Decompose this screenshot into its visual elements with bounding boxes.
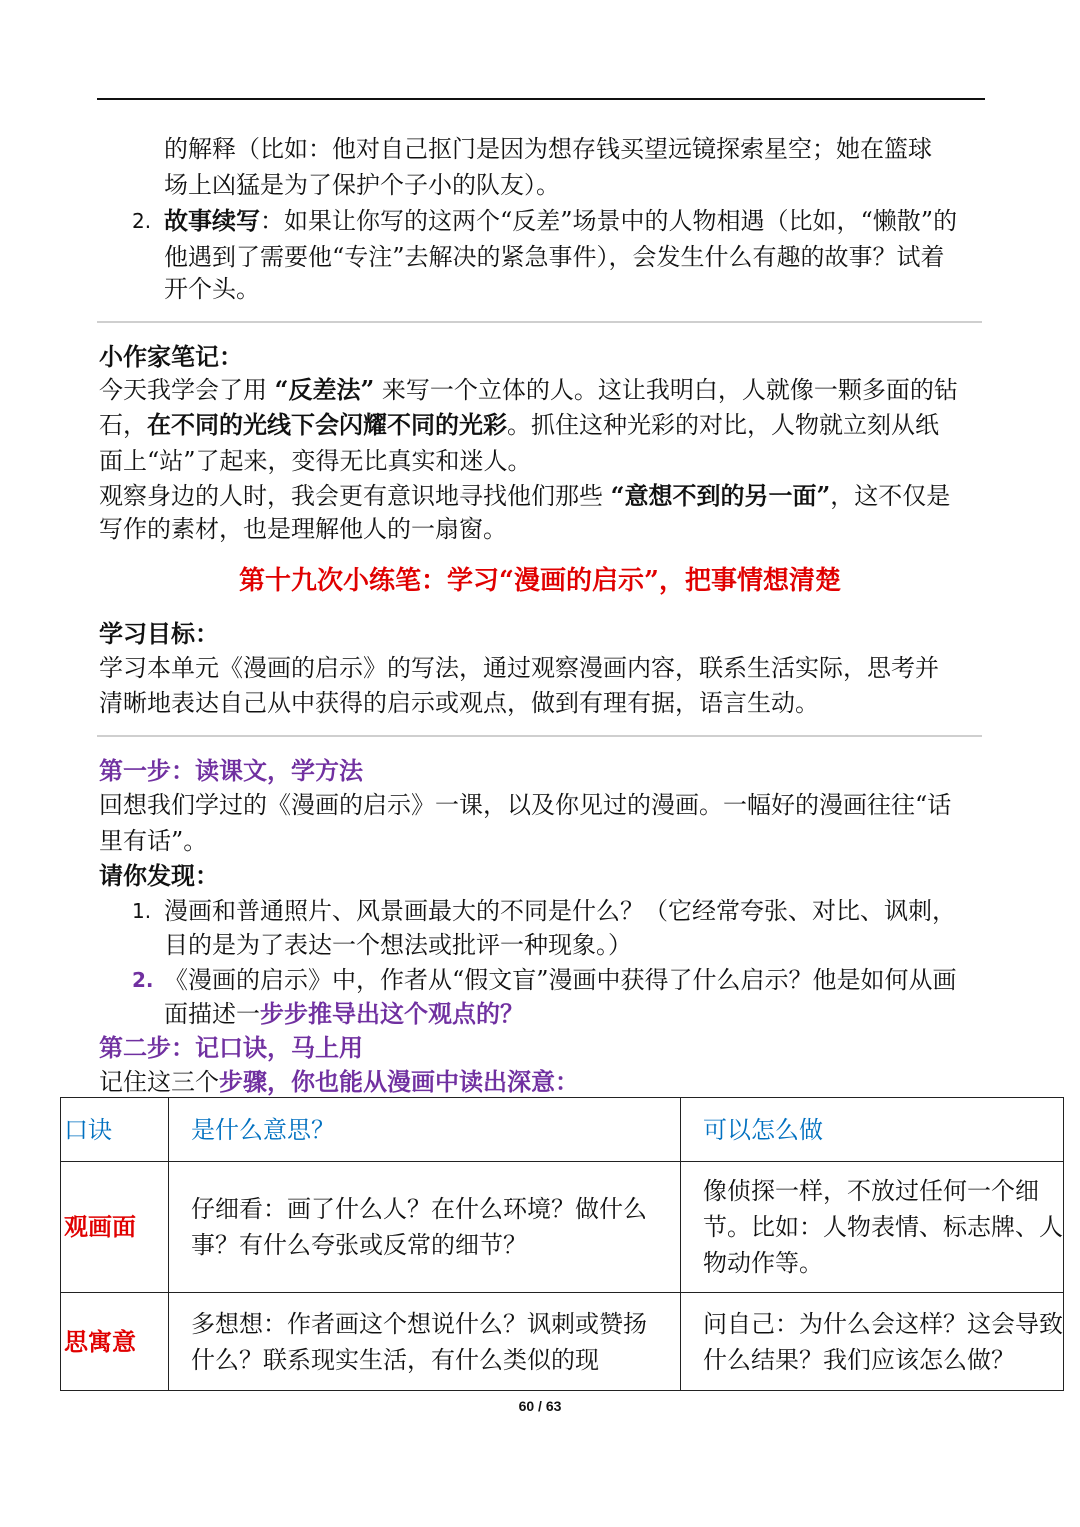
discover-emphasis: 步步推导出这个观点的？ [260,999,524,1028]
step2-text: 记住这三个 [99,1068,219,1096]
notes-text: 今天我学会了用 [99,376,275,404]
discover-text: 面描述一 [164,1000,260,1028]
notes-line-1 [99,372,958,408]
notes-line-4 [99,478,950,514]
item2-text: ：如果让你写的这两个“反差”场景中的人物相遇（比如，“懒散”的 [260,207,958,235]
table-row [61,1162,1064,1293]
mnemonic-table [60,1097,1064,1391]
table-key-cell: 思寓意 [61,1293,169,1391]
discover-item2-line-1: 《漫画的启示》中，作者从“假文盲”漫画中获得了什么启示？他是如何从画 [164,966,957,994]
table-meaning-cell: 仔细看：画了什么人？在什么环境？做什么事？有什么夸张或反常的细节？ [169,1162,681,1293]
notes-emphasis: “意想不到的另一面” [610,481,831,510]
notes-line-3: 面上“站”了起来，变得无比真实和迷人。 [99,447,532,475]
table-header-cell: 口诀 [61,1098,169,1162]
goal-line-1: 学习本单元《漫画的启示》的写法，通过观察漫画内容，联系生活实际，思考并 [99,654,939,682]
notes-text: 来写一个立体的人。这让我明白，人就像一颗多面的钻 [374,376,958,404]
header-rule [97,98,985,100]
table-action-cell: 像侦探一样，不放过任何一个细节。比如：人物表情、标志牌、人物动作等。 [681,1162,1064,1293]
continuation-line-2: 场上凶猛是为了保护个子小的队友）。 [164,171,560,199]
step1-line-2: 里有话”。 [99,827,208,855]
goal-heading: 学习目标： [99,619,219,648]
item2-line-2: 他遇到了需要他“专注”去解决的紧急事件），会发生什么有趣的故事？试着 [164,243,945,271]
discover-item2-line-2 [164,996,524,1032]
continuation-line-1: 的解释（比如：他对自己抠门是因为想存钱买望远镜探索星空；她在篮球 [164,135,932,163]
notes-emphasis: 在不同的光线下会闪耀不同的光彩 [147,410,507,439]
discover-item1-line-2: 目的是为了表达一个想法或批评一种现象。） [164,931,632,959]
table-key-cell: 观画面 [61,1162,169,1293]
list-number-2: 2. [132,968,154,992]
step2-heading: 第二步：记口诀，马上用 [99,1033,363,1062]
item2-line-3: 开个头。 [164,275,260,303]
list-number-1: 1. [132,899,152,923]
step2-intro [99,1064,579,1100]
table-action-cell: 问自己：为什么会这样？这会导致什么结果？我们应该怎么做？ [681,1293,1064,1391]
notes-line-2 [99,407,939,443]
table-meaning-cell: 多想想：作者画这个想说什么？讽刺或赞扬什么？联系现实生活，有什么类似的现 [169,1293,681,1391]
table-header-cell: 是什么意思？ [169,1098,681,1162]
notes-line-5: 写作的素材，也是理解他人的一扇窗。 [99,515,507,543]
item2-title: 故事续写 [164,206,260,235]
step2-emphasis: 步骤，你也能从漫画中读出深意： [219,1067,579,1096]
notes-text: 。抓住这种光彩的对比，人物就立刻从纸 [507,411,939,439]
step1-line-1: 回想我们学过的《漫画的启示》一课，以及你见过的漫画。一幅好的漫画往往“话 [99,791,952,819]
table-header-cell: 可以怎么做 [681,1098,1064,1162]
table-row [61,1293,1064,1391]
notes-text: 观察身边的人时，我会更有意识地寻找他们那些 [99,482,611,510]
page-number: 60 / 63 [518,1398,562,1414]
divider [97,735,982,737]
notes-emphasis: “反差法” [274,375,375,404]
discover-item1-line-1: 漫画和普通照片、风景画最大的不同是什么？（它经常夸张、对比、讽刺， [164,897,956,925]
notes-text: ，这不仅是 [830,482,951,510]
notes-text: 石， [99,411,147,439]
table-header-row [61,1098,1064,1162]
divider [97,321,982,323]
step1-heading: 第一步：读课文，学方法 [99,756,363,785]
discover-heading: 请你发现： [99,861,219,890]
list-number-2: 2. [132,209,152,233]
goal-line-2: 清晰地表达自己从中获得的启示或观点，做到有理有据，语言生动。 [99,689,819,717]
notes-heading: 小作家笔记： [99,342,243,371]
item2-line-1 [164,203,957,239]
section-title: 第十九次小练笔：学习“漫画的启示”，把事情想清楚 [239,566,841,596]
